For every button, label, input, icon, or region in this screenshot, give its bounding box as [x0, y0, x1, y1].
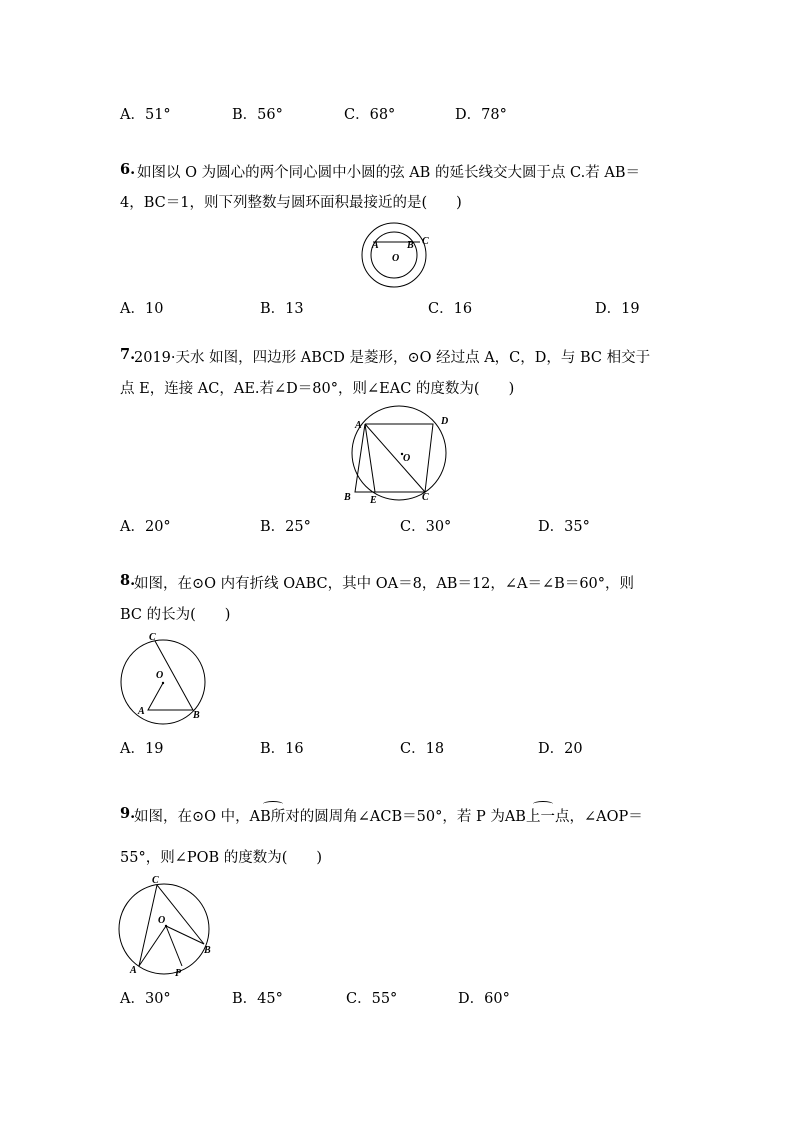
q8-label-a: A — [138, 706, 145, 717]
q9-label-b: B — [204, 945, 211, 956]
q8-text-line1: 如图，在⊙O 内有折线 OABC，其中 OA＝8，AB＝12，∠A＝∠B＝60°，则 — [134, 576, 635, 592]
q8-option-a: A．19 — [120, 741, 164, 757]
q8-label-c: C — [149, 632, 156, 643]
q6-option-d: D．19 — [595, 301, 640, 317]
q8-label-b: B — [193, 710, 200, 721]
q9-label-p: P — [175, 968, 182, 979]
q8-option-d: D．20 — [538, 741, 583, 757]
q6-label-a: A — [372, 240, 379, 251]
q8-number: 8. — [120, 572, 136, 589]
q6-number: 6. — [120, 161, 136, 178]
q6-option-a: A．10 — [120, 301, 164, 317]
q9-option-d: D．60° — [458, 991, 510, 1007]
q7-label-a: A — [355, 420, 362, 431]
q7-text-line2: 点 E，连接 AC，AE.若∠D＝80°，则∠EAC 的度数为( ) — [120, 381, 515, 397]
q6-label-o: O — [392, 253, 400, 264]
q7-option-b: B．25° — [260, 519, 311, 535]
q6-label-b: B — [407, 240, 414, 251]
q6-label-c: C — [422, 236, 429, 247]
q9-option-a: A．30° — [120, 991, 171, 1007]
q9-label-c: C — [152, 875, 159, 886]
q7-option-c: C．30° — [400, 519, 452, 535]
q9-label-a: A — [130, 965, 137, 976]
q9-option-b: B．45° — [232, 991, 283, 1007]
q6-option-c: C．16 — [428, 301, 473, 317]
q7-option-a: A．20° — [120, 519, 171, 535]
q8-text-line2: BC 的长为( ) — [120, 607, 231, 623]
q9-option-c: C．55° — [346, 991, 398, 1007]
q6-option-b: B．13 — [260, 301, 304, 317]
q6-text-line2: 4，BC＝1，则下列整数与圆环面积最接近的是( ) — [120, 195, 462, 211]
q7-number: 7. — [120, 346, 136, 363]
q7-label-d: D — [441, 416, 449, 427]
q8-option-b: B．16 — [260, 741, 304, 757]
q7-label-b: B — [344, 492, 351, 503]
q9-number: 9. — [120, 805, 136, 822]
q6-text-line1: 如图以 O 为圆心的两个同心圆中小圆的弦 AB 的延长线交大圆于点 C.若 AB＝ — [137, 165, 640, 181]
q8-label-o: O — [156, 670, 164, 681]
q5-option-a: A．51° — [120, 107, 171, 123]
q7-label-c: C — [422, 492, 429, 503]
q9-text-line2: 55°，则∠POB 的度数为( ) — [120, 850, 323, 866]
q5-option-c: C．68° — [344, 107, 396, 123]
q8-option-c: C．18 — [400, 741, 445, 757]
q7-text-line1: 2019·天水 如图，四边形 ABCD 是菱形，⊙O 经过点 A，C，D，与 BC 相交于 — [134, 350, 651, 366]
q9-label-o: O — [158, 915, 166, 926]
q9-text-line1: 如图，在⊙O 中，AB所对的圆周角∠ACB＝50°，若 P 为AB上一点，∠AOP＝ — [134, 809, 643, 825]
q5-option-d: D．78° — [455, 107, 507, 123]
q7-label-o: O — [403, 453, 411, 464]
q7-option-d: D．35° — [538, 519, 590, 535]
q5-option-b: B．56° — [232, 107, 283, 123]
q7-label-e: E — [370, 495, 377, 506]
